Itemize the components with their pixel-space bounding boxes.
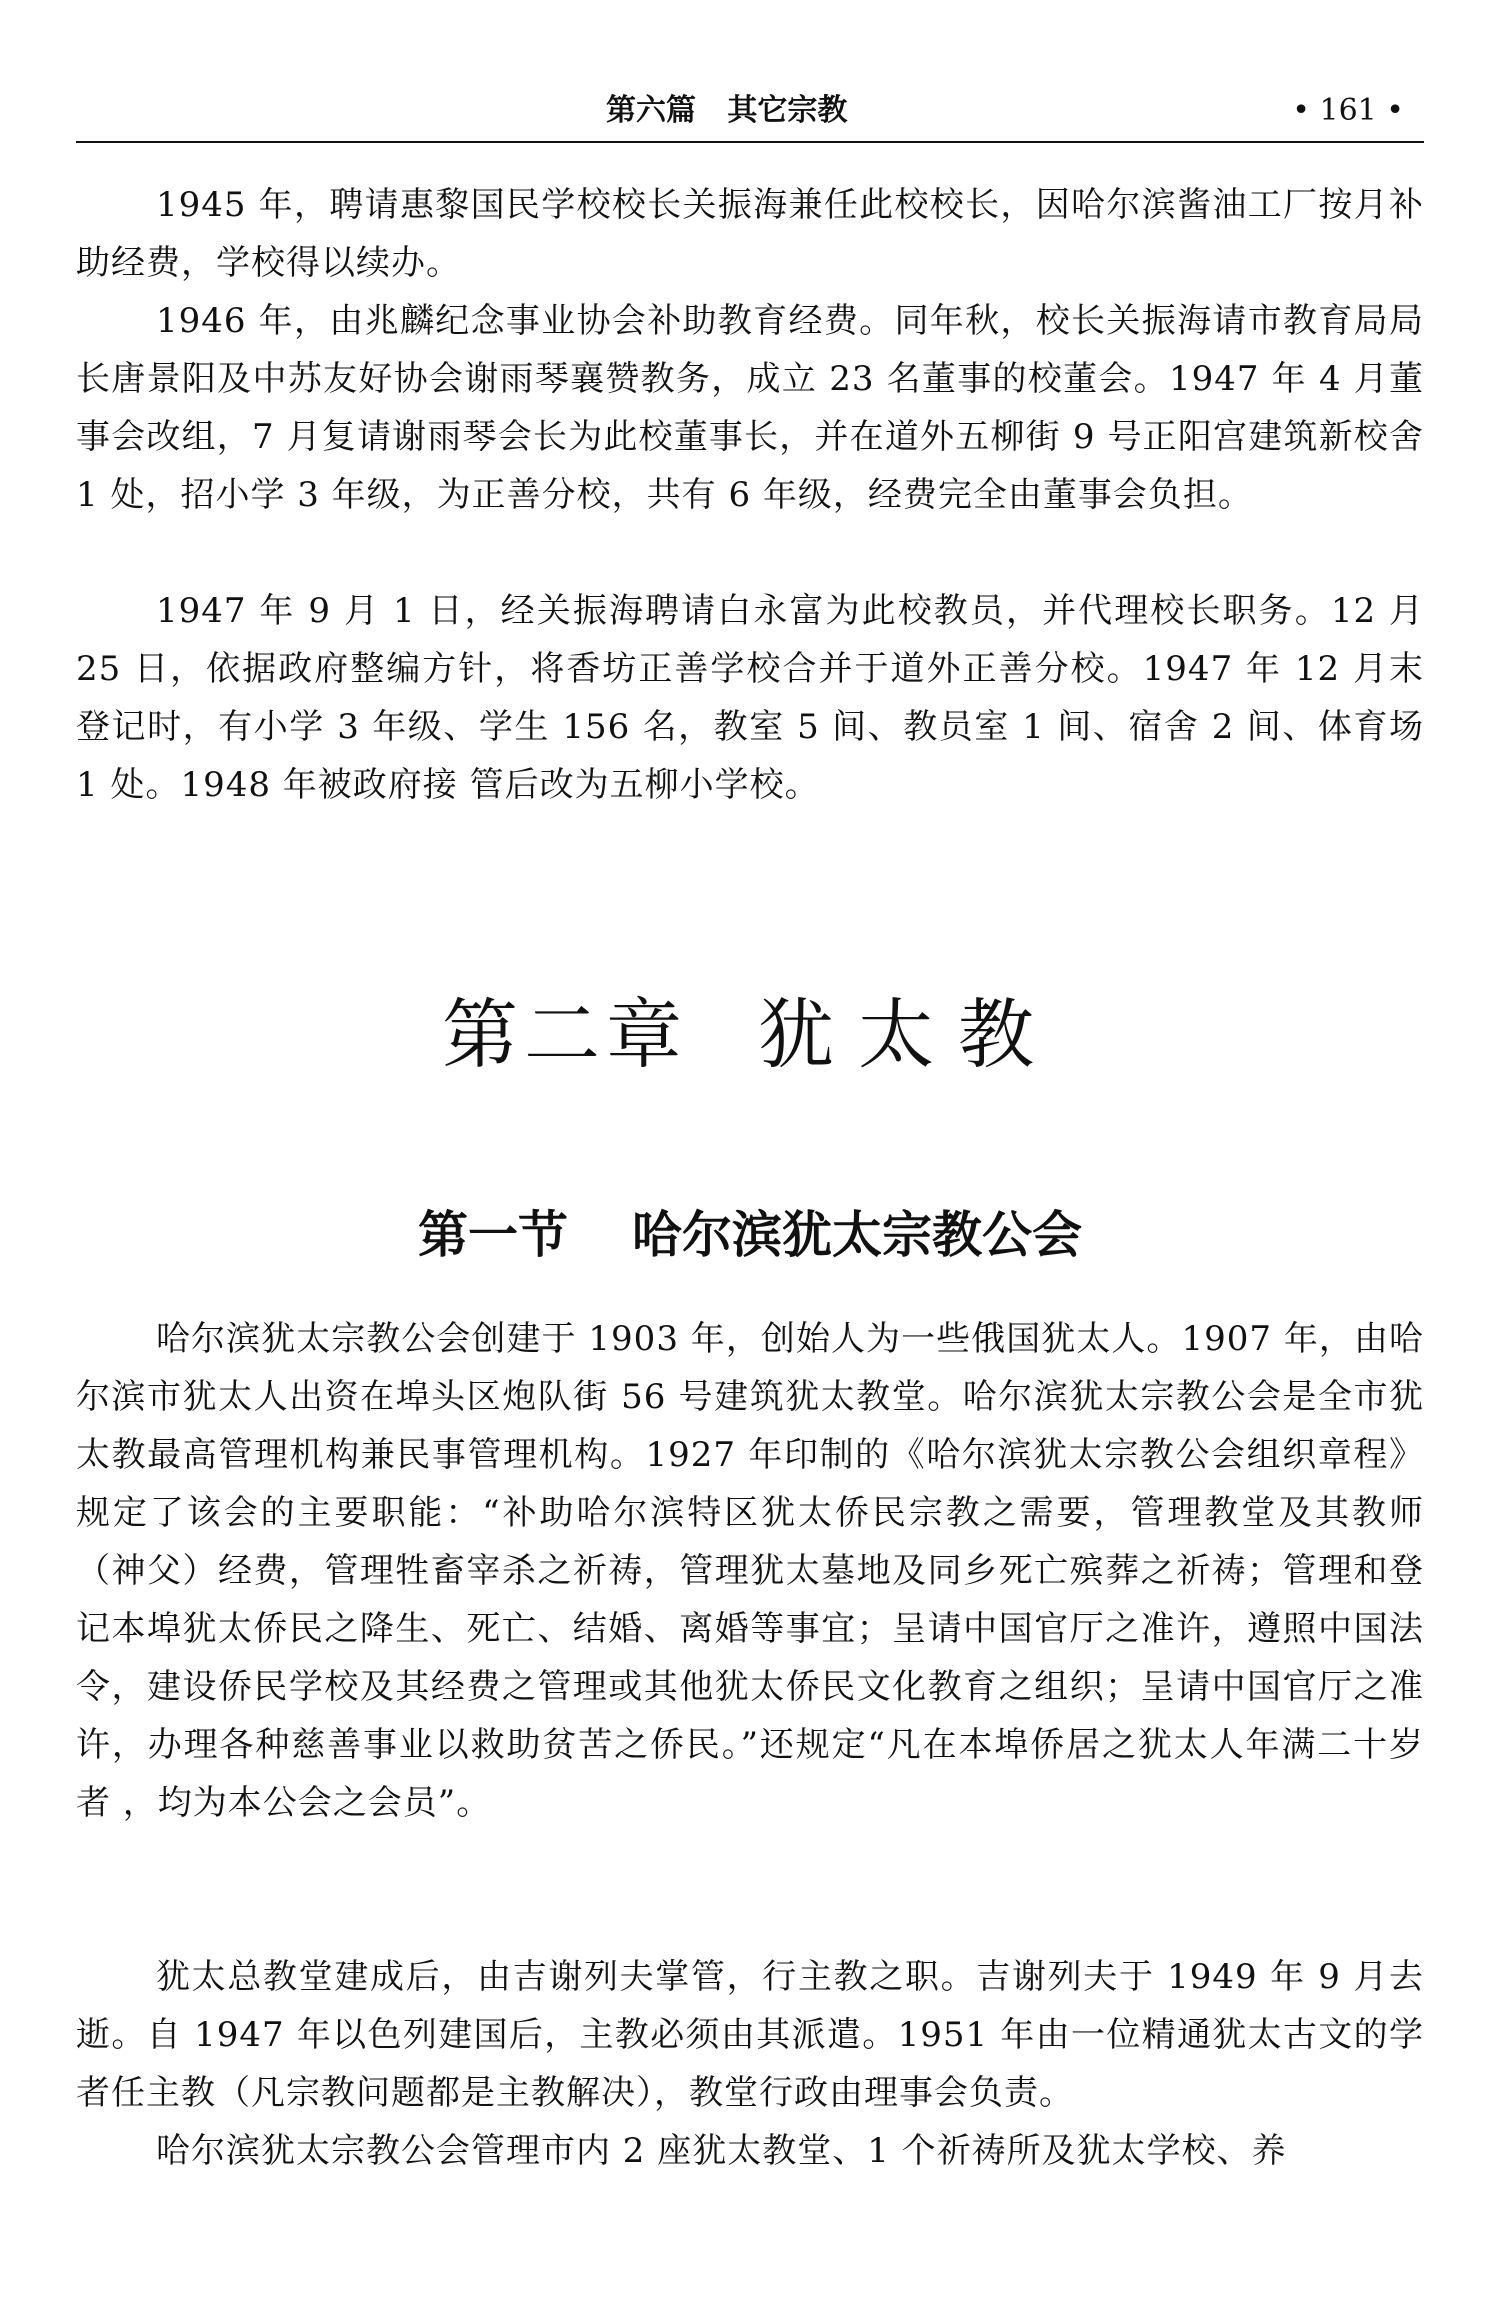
running-title: 第六篇 其它宗教 [606,93,848,128]
section-title [0,1200,1500,1270]
running-header [76,88,1424,134]
paragraph: 犹太总教堂建成后，由吉谢列夫掌管，行主教之职。吉谢列夫于 1949 年 9 月去逝。自 1947 年以色列建国后，主教必须由其派遣。1951 年由一位精通犹太古文的学者任主教（凡宗教问题都是主教解决），教堂行政由理事会负责。 [76,1957,1424,2113]
chapter-number: 第二章 [442,990,688,1079]
paragraph: 1946 年，由兆麟纪念事业协会补助教育经费。同年秋，校长关振海请市教育局局长唐景阳及中苏友好协会谢雨琴襄赞教务，成立 23 名董事的校董会。1947 年 4 月董事会改组，7 月复请谢雨琴会长为此校董事长，并在道外五柳街 9 号正阳宫建筑新校舍 1 处，招小学 3 年级，为正善分校，共有 6 年级，经费完全由董事会负担。 [76,301,1424,515]
chapter-title [0,990,1500,1080]
header-rule [76,141,1424,143]
section-number: 第一节 [418,1206,568,1264]
section-name: 哈尔滨犹太宗教公会 [632,1206,1082,1264]
paragraph: 1947 年 9 月 1 日，经关振海聘请白永富为此校教员，并代理校长职务。12 月 25 日，依据政府整编方针，将香坊正善学校合并于道外正善分校。1947 年 12 月末登记时，有小学 3 年级、学生 156 名，教室 5 间、教员室 1 间、宿舍 2 间、体育场 1 处。1948 年被政府接 管后改为五柳小学校。 [76,591,1424,805]
paragraph: 1945 年，聘请惠黎国民学校校长关振海兼任此校校长，因哈尔滨酱油工厂按月补助经费，学校得以续办。 [76,185,1424,283]
page-number: • 161 • [1292,93,1404,128]
paragraph: 哈尔滨犹太宗教公会创建于 1903 年，创始人为一些俄国犹太人。1907 年，由哈尔滨市犹太人出资在埠头区炮队街 56 号建筑犹太教堂。哈尔滨犹太宗教公会是全市犹太教最高管理机构兼民事管理机构。1927 年印制的《哈尔滨犹太宗教公会组织章程》规定了该会的主要职能：“补助哈尔滨特区犹太侨民宗教之需要，管理教堂及其教师（神父）经费，管理牲畜宰杀之祈祷，管理犹太墓地及同乡死亡殡葬之祈祷；管理和登记本埠犹太侨民之降生、死亡、结婚、离婚等事宜；呈请中国官厅之准许，遵照中国法令，建设侨民学校及其经费之管理或其他犹太侨民文化教育之组织；呈请中国官厅之准许，办理各种慈善事业以救助贫苦之侨民。”还规定“凡在本埠侨居之犹太人年满二十岁者 ，均为本公会之会员”。 [76,1319,1424,1823]
chapter-name: 犹太教 [758,990,1058,1079]
paragraph: 哈尔滨犹太宗教公会管理市内 2 座犹太教堂、1 个祈祷所及犹太学校、养 [156,2131,1287,2171]
